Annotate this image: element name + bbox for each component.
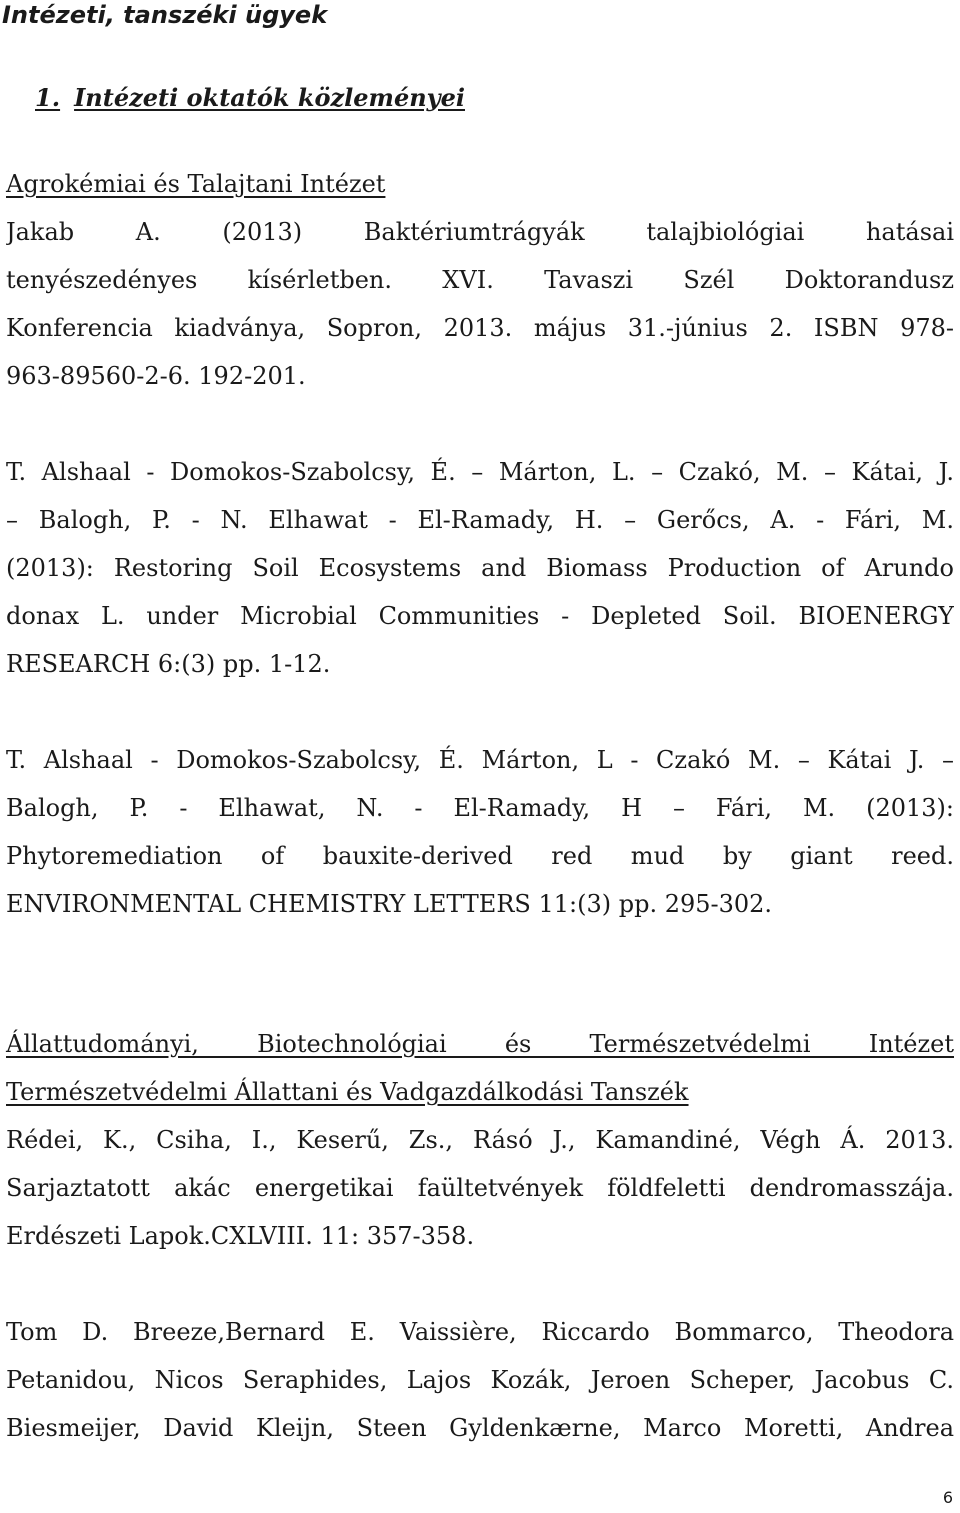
- entry-line: T. Alshaal - Domokos-Szabolcsy, É. Márton, L - Czakó M. – Kátai J. –: [6, 746, 954, 774]
- entry-line: tenyészedényes kísérletben. XVI. Tavaszi Szél Doktorandusz: [6, 266, 954, 294]
- entry-line: Phytoremediation of bauxite-derived red mud by giant reed.: [6, 842, 954, 870]
- publication-entry: [6, 1308, 954, 1452]
- entry-line: donax L. under Microbial Communities - Depleted Soil. BIOENERGY: [6, 602, 954, 630]
- entry-line: Sarjaztatott akác energetikai faültetvények földfeletti dendromasszája.: [6, 1174, 954, 1202]
- entry-line: 963-89560-2-6. 192-201.: [6, 362, 306, 390]
- section-subtitle: Természetvédelmi Állattani és Vadgazdálkodási Tanszék: [6, 1078, 689, 1106]
- entry-line: Petanidou, Nicos Seraphides, Lajos Kozák, Jeroen Scheper, Jacobus C.: [6, 1366, 954, 1394]
- entry-line: Balogh, P. - Elhawat, N. - El-Ramady, H – Fári, M. (2013):: [6, 794, 954, 822]
- section-title: Agrokémiai és Talajtani Intézet: [6, 170, 386, 198]
- subheading-text: Intézeti oktatók közleményei: [74, 83, 465, 112]
- page-number: 6: [942, 1488, 953, 1507]
- entry-line: Biesmeijer, David Kleijn, Steen Gyldenkærne, Marco Moretti, Andrea: [6, 1414, 954, 1442]
- publication-entry: [6, 448, 954, 688]
- publication-entry: [6, 736, 954, 928]
- subheading-number: 1.: [35, 83, 61, 112]
- entry-line: Tom D. Breeze,Bernard E. Vaissière, Riccardo Bommarco, Theodora: [6, 1318, 954, 1346]
- subheading: [35, 82, 465, 114]
- entry-line: Erdészeti Lapok.CXLVIII. 11: 357-358.: [6, 1222, 475, 1250]
- entry-line: Jakab A. (2013) Baktériumtrágyák talajbiológiai hatásai: [6, 218, 954, 246]
- page-heading: Intézeti, tanszéki ügyek: [2, 1, 328, 29]
- entry-line: – Balogh, P. - N. Elhawat - El-Ramady, H. – Gerőcs, A. - Fári, M.: [6, 506, 954, 534]
- entry-line: T. Alshaal - Domokos-Szabolcsy, É. – Márton, L. – Czakó, M. – Kátai, J.: [6, 458, 954, 486]
- entry-line: (2013): Restoring Soil Ecosystems and Biomass Production of Arundo: [6, 554, 954, 582]
- publication-entry: [6, 208, 954, 400]
- publication-entry: [6, 1116, 954, 1260]
- entry-line: RESEARCH 6:(3) pp. 1-12.: [6, 650, 331, 678]
- entry-line: Konferencia kiadványa, Sopron, 2013. május 31.-június 2. ISBN 978-: [6, 314, 954, 342]
- section-title: Állattudományi, Biotechnológiai és Természetvédelmi Intézet: [6, 1030, 954, 1058]
- entry-line: Rédei, K., Csiha, I., Keserű, Zs., Rásó J., Kamandiné, Végh Á. 2013.: [6, 1126, 954, 1154]
- entry-line: ENVIRONMENTAL CHEMISTRY LETTERS 11:(3) pp. 295-302.: [6, 890, 773, 918]
